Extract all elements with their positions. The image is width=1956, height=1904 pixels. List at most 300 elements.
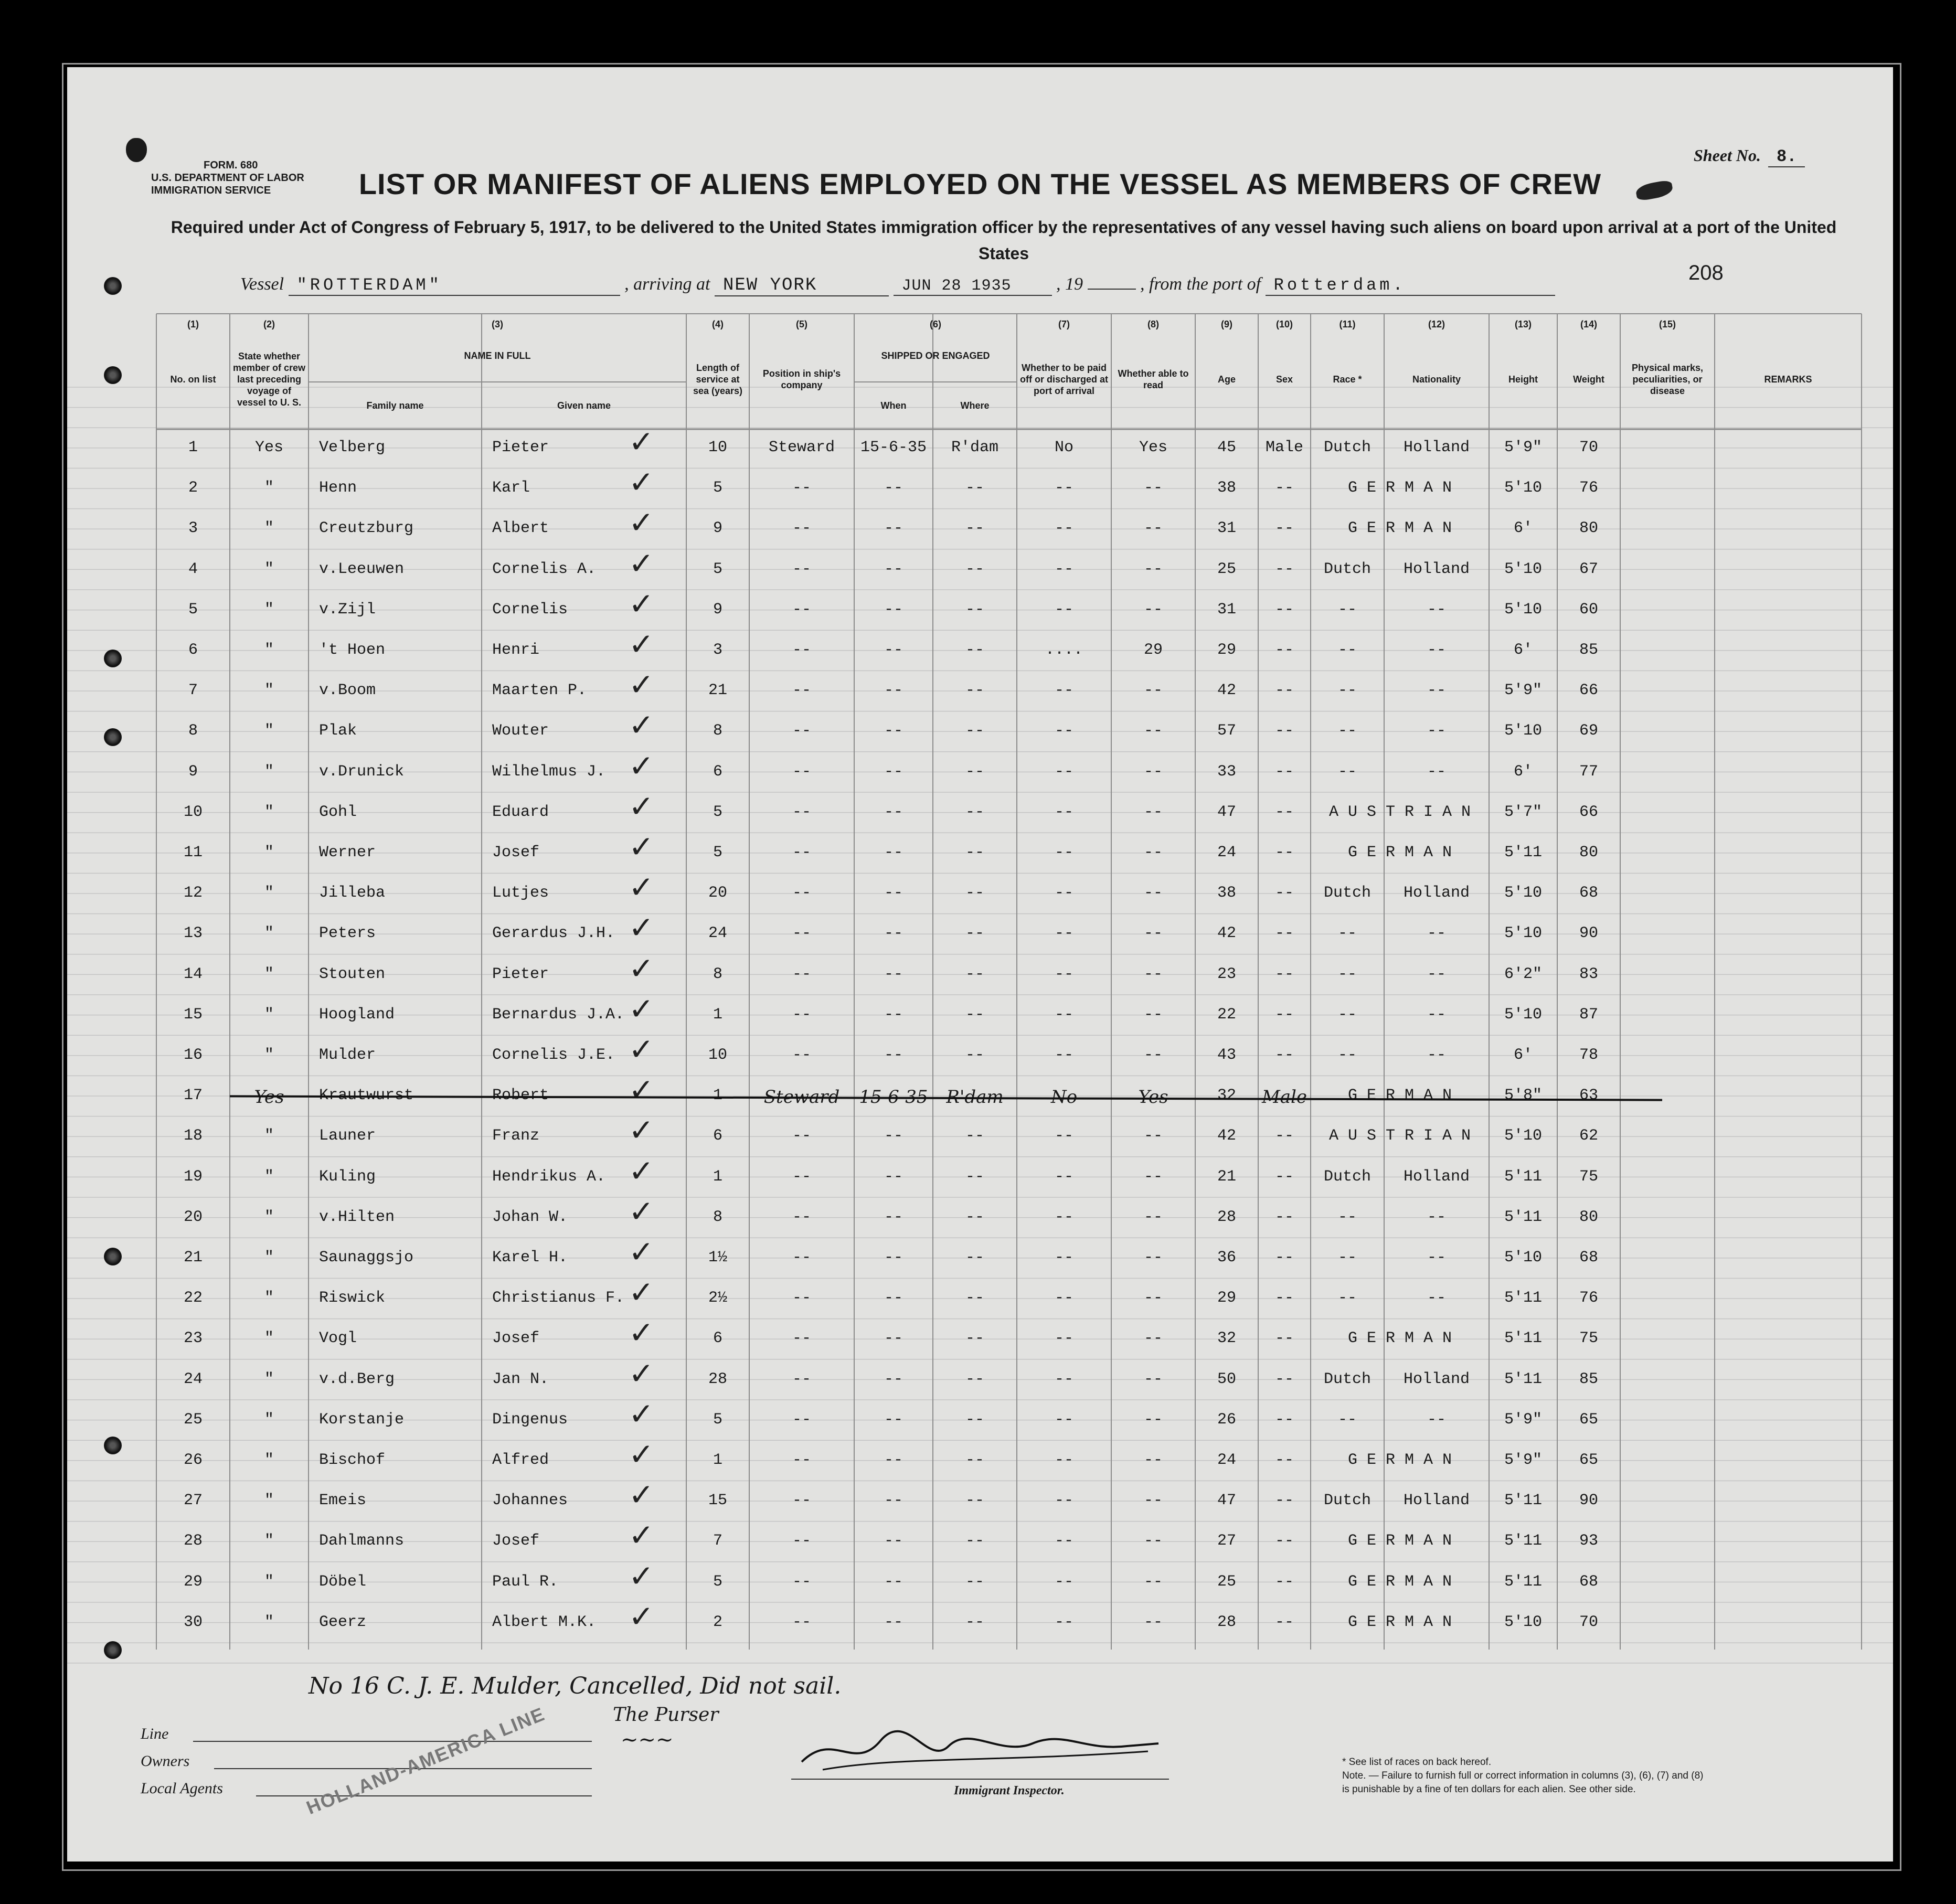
height: 5'10 (1504, 1127, 1542, 1145)
position: -- (792, 560, 811, 578)
shipped-when: -- (884, 965, 903, 983)
paid-off: -- (1054, 965, 1073, 983)
column-header: Physical marks, peculiarities, or disease (1631, 363, 1704, 396)
shipped-when: -- (884, 479, 903, 497)
given-name: Albert (492, 519, 549, 538)
sex: -- (1274, 600, 1294, 619)
given-name: Jan N. (492, 1370, 549, 1388)
weight: 76 (1579, 479, 1598, 497)
paid-off: No (1054, 439, 1073, 456)
weight: 85 (1579, 641, 1598, 659)
position: -- (792, 1451, 811, 1469)
inspector-underline (791, 1779, 1169, 1780)
nationality: -- (1427, 1005, 1446, 1024)
checkmark-icon: ✓ (629, 869, 654, 906)
column-header: No. on list (170, 374, 216, 385)
race: -- (1337, 1005, 1357, 1024)
year-label: , 19 (1056, 274, 1083, 294)
position: -- (792, 641, 811, 659)
weight: 75 (1579, 1167, 1598, 1186)
previous-voyage: " (264, 1249, 274, 1267)
able-to-read: -- (1143, 1208, 1163, 1226)
age: 28 (1217, 1208, 1236, 1226)
given-name: Robert (492, 1087, 549, 1105)
paid-off: -- (1054, 924, 1073, 943)
service-years: 1½ (708, 1249, 727, 1267)
checkmark-icon: ✓ (629, 1437, 654, 1472)
checkmark-icon: ✓ (629, 667, 654, 703)
able-to-read: -- (1143, 479, 1163, 497)
checkmark-icon: ✓ (629, 1477, 654, 1513)
race: G E R M A N (1347, 1613, 1452, 1631)
service-years: 9 (713, 519, 722, 538)
age: 26 (1217, 1410, 1236, 1429)
shipped-when: -- (884, 844, 903, 861)
arriving-label: , arriving at (624, 274, 710, 294)
previous-voyage: " (264, 1370, 274, 1388)
previous-voyage: " (264, 844, 274, 861)
weight: 85 (1579, 1370, 1598, 1388)
given-name: Johannes (492, 1492, 568, 1510)
checkmark-icon: ✓ (629, 1112, 654, 1148)
column-number: (7) (1058, 319, 1070, 329)
company-stamp: HOLLAND-AMERICA LINE (303, 1703, 548, 1819)
nationality: Holland (1403, 439, 1470, 456)
weight: 65 (1579, 1451, 1598, 1469)
shipped-where: -- (965, 600, 984, 619)
family-name: v.Drunick (319, 762, 405, 781)
position: -- (792, 1370, 811, 1388)
service-years: 1 (713, 1005, 722, 1024)
age: 47 (1217, 803, 1236, 821)
height: 5'10 (1504, 1005, 1542, 1024)
checkmark-icon: ✓ (629, 626, 654, 662)
row-number: 22 (183, 1289, 203, 1307)
shipped-when: -- (884, 1289, 903, 1307)
race: Dutch (1323, 560, 1371, 578)
service-years: 6 (713, 1127, 722, 1145)
paid-off: -- (1054, 803, 1073, 821)
able-to-read: -- (1143, 682, 1163, 700)
family-name: Stouten (319, 965, 386, 983)
row-number: 20 (183, 1208, 203, 1226)
service-years: 5 (713, 803, 722, 821)
given-name: Johan W. (492, 1208, 568, 1226)
able-to-read: -- (1143, 1329, 1163, 1348)
sex: -- (1274, 965, 1294, 983)
family-name: Peters (319, 924, 376, 943)
family-name: Werner (319, 844, 376, 861)
age: 24 (1217, 1451, 1236, 1469)
previous-voyage: Yes (254, 1087, 284, 1108)
family-name: Saunaggsjo (319, 1249, 414, 1267)
position: -- (792, 844, 811, 861)
age: 42 (1217, 924, 1236, 943)
service-years: 2½ (708, 1289, 727, 1307)
shipped-where: -- (965, 1329, 984, 1348)
form-service: IMMIGRATION SERVICE (151, 185, 271, 196)
weight: 83 (1579, 965, 1598, 983)
weight: 62 (1579, 1127, 1598, 1145)
shipped-where: -- (965, 1208, 984, 1226)
shipped-when: -- (884, 600, 903, 619)
service-years: 10 (708, 1046, 727, 1064)
given-name: Wilhelmus J. (492, 762, 606, 781)
height: 5'9" (1504, 682, 1542, 700)
column-header: Whether to be paid off or discharged at port of arrival (1019, 363, 1109, 396)
shipped-when: -- (884, 1410, 903, 1429)
paid-off: .... (1045, 641, 1083, 659)
shipped-when: -- (884, 1046, 903, 1064)
column-header: Length of service at sea (years) (693, 363, 743, 396)
family-name: Kuling (319, 1167, 376, 1186)
weight: 67 (1579, 560, 1598, 578)
race: -- (1337, 965, 1357, 983)
column-header: Weight (1573, 374, 1604, 385)
checkmark-icon: ✓ (629, 1396, 654, 1432)
age: 29 (1217, 1289, 1236, 1307)
nationality: -- (1427, 682, 1446, 700)
inspector-label: Immigrant Inspector. (954, 1784, 1065, 1797)
previous-voyage: " (264, 1410, 274, 1429)
nationality: Holland (1403, 1492, 1470, 1510)
departure-port: Rotterdam. (1266, 275, 1555, 296)
column-number: (15) (1659, 319, 1676, 329)
checkmark-icon: ✓ (629, 1274, 654, 1311)
row-number: 7 (188, 682, 198, 700)
service-years: 5 (713, 560, 722, 578)
weight: 68 (1579, 884, 1598, 902)
column-header: Position in ship's company (762, 368, 841, 390)
height: 5'11 (1504, 1329, 1542, 1348)
paid-off: -- (1054, 1532, 1073, 1550)
nationality: Holland (1403, 1370, 1470, 1388)
able-to-read: -- (1143, 1572, 1163, 1591)
height: 5'9" (1504, 439, 1542, 456)
nationality: -- (1427, 762, 1446, 781)
shipped-when: 15-6-35 (859, 1087, 928, 1108)
able-to-read: -- (1143, 1451, 1163, 1469)
height: 5'10 (1504, 722, 1542, 740)
paid-off: -- (1054, 762, 1073, 781)
age: 27 (1217, 1532, 1236, 1550)
nationality: Holland (1403, 1167, 1470, 1186)
vessel-name: "ROTTERDAM" (289, 275, 620, 296)
shipped-when: -- (884, 884, 903, 902)
column-header: State whether member of crew last preceding voyage of vessel to U. S. (232, 351, 306, 408)
service-years: 21 (708, 682, 727, 700)
previous-voyage: " (264, 884, 274, 902)
position: -- (792, 884, 811, 902)
previous-voyage: " (264, 682, 274, 700)
checkmark-icon: ✓ (629, 788, 654, 824)
family-name: Riswick (319, 1289, 386, 1307)
previous-voyage: " (264, 519, 274, 538)
owners-label: Owners (141, 1752, 190, 1770)
family-name: Jilleba (319, 884, 386, 902)
paid-off: No (1050, 1087, 1078, 1108)
height: 5'8" (1504, 1087, 1542, 1105)
shipped-when: -- (884, 1005, 903, 1024)
sex: -- (1274, 1208, 1294, 1226)
checkmark-icon: ✓ (629, 424, 654, 460)
row-number: 16 (183, 1046, 203, 1064)
column-header: Nationality (1412, 374, 1461, 385)
sex: -- (1274, 560, 1294, 578)
column-subheader: Family name (366, 400, 424, 411)
paid-off: -- (1054, 682, 1073, 700)
given-name: Josef (492, 1329, 540, 1348)
column-subheader: Where (960, 400, 990, 411)
paid-off: -- (1054, 722, 1073, 740)
family-name: Dahlmanns (319, 1532, 405, 1550)
service-years: 5 (713, 844, 722, 861)
service-years: 7 (713, 1532, 722, 1550)
given-name: Josef (492, 1532, 540, 1550)
height: 5'10 (1504, 1613, 1542, 1631)
nationality: -- (1427, 1046, 1446, 1064)
race: A U S T R I A N (1328, 803, 1471, 821)
able-to-read: -- (1143, 1410, 1163, 1429)
row-number: 27 (183, 1492, 203, 1510)
nationality: -- (1427, 600, 1446, 619)
height: 5'9" (1504, 1410, 1542, 1429)
weight: 80 (1579, 519, 1598, 538)
sex: -- (1274, 803, 1294, 821)
weight: 63 (1579, 1087, 1598, 1105)
inspector-signature (791, 1720, 1169, 1778)
previous-voyage: " (264, 560, 274, 578)
column-header: Age (1217, 374, 1236, 385)
position: -- (792, 965, 811, 983)
form-department: U.S. DEPARTMENT OF LABOR (151, 172, 304, 184)
shipped-where: -- (965, 803, 984, 821)
given-name: Josef (492, 844, 540, 861)
given-name: Henri (492, 641, 540, 659)
nationality: -- (1427, 1289, 1446, 1307)
row-number: 18 (183, 1127, 203, 1145)
able-to-read: 29 (1143, 641, 1163, 659)
given-name: Maarten P. (492, 682, 587, 700)
position: -- (792, 924, 811, 943)
shipped-when: -- (884, 1249, 903, 1267)
checkmark-icon: ✓ (629, 1031, 654, 1067)
column-header: Race * (1333, 374, 1362, 385)
weight: 76 (1579, 1289, 1598, 1307)
weight: 87 (1579, 1005, 1598, 1024)
sex: -- (1274, 682, 1294, 700)
column-subheader: Given name (557, 400, 611, 411)
weight: 66 (1579, 682, 1598, 700)
shipped-when: -- (884, 762, 903, 781)
given-name: Christianus F. (492, 1289, 625, 1307)
shipped-where: R'dam (946, 1087, 1004, 1108)
age: 43 (1217, 1046, 1236, 1064)
sex: -- (1274, 722, 1294, 740)
weight: 90 (1579, 924, 1598, 943)
paid-off: -- (1054, 844, 1073, 861)
service-years: 1 (713, 1167, 722, 1186)
weight: 70 (1579, 1613, 1598, 1631)
height: 5'10 (1504, 884, 1542, 902)
previous-voyage: " (264, 1046, 274, 1064)
family-name: Launer (319, 1127, 376, 1145)
position: -- (792, 1613, 811, 1631)
family-name: Bischof (319, 1451, 386, 1469)
page-subtitle: Required under Act of Congress of February 5, 1917, to be delivered to the United States immigration officer by the representatives of any vessel having such aliens on board upon arrival at a port of the United States (171, 218, 1837, 263)
family-name: v.d.Berg (319, 1370, 395, 1388)
family-name: 't Hoen (319, 641, 386, 659)
service-years: 9 (713, 600, 722, 619)
sex: -- (1274, 1046, 1294, 1064)
height: 6' (1513, 519, 1533, 538)
checkmark-icon: ✓ (629, 1153, 654, 1189)
height: 5'9" (1504, 1451, 1542, 1469)
column-number: (11) (1339, 319, 1356, 329)
shipped-when: -- (884, 803, 903, 821)
paid-off: -- (1054, 1005, 1073, 1024)
race: G E R M A N (1347, 844, 1452, 861)
age: 36 (1217, 1249, 1236, 1267)
column-number: (10) (1275, 319, 1293, 329)
race: -- (1337, 762, 1357, 781)
previous-voyage: " (264, 1208, 274, 1226)
checkmark-icon: ✓ (629, 910, 654, 946)
shipped-where: -- (965, 1492, 984, 1510)
checkmark-icon: ✓ (629, 464, 654, 501)
nationality: Holland (1403, 884, 1470, 902)
paid-off: -- (1054, 519, 1073, 538)
form-number: FORM. 680 (204, 159, 258, 171)
service-years: 24 (708, 924, 727, 943)
race: G E R M A N (1347, 479, 1452, 497)
given-name: Karl (492, 479, 530, 497)
shipped-where: -- (965, 1127, 984, 1145)
checkmark-icon: ✓ (629, 829, 654, 865)
race: -- (1337, 682, 1357, 700)
weight: 65 (1579, 1410, 1598, 1429)
shipped-where: -- (965, 641, 984, 659)
previous-voyage: " (264, 1451, 274, 1469)
column-number: (1) (187, 319, 199, 329)
service-years: 2 (713, 1613, 722, 1631)
height: 5'10 (1504, 479, 1542, 497)
sex: Male (1261, 1087, 1307, 1108)
race: G E R M A N (1347, 1451, 1452, 1469)
shipped-where: -- (965, 762, 984, 781)
given-name: Pieter (492, 965, 549, 983)
service-years: 6 (713, 762, 722, 781)
height: 5'11 (1504, 1208, 1542, 1226)
service-years: 8 (713, 722, 722, 740)
previous-voyage: " (264, 1532, 274, 1550)
sex: -- (1274, 924, 1294, 943)
previous-voyage: " (264, 479, 274, 497)
position: -- (792, 762, 811, 781)
height: 5'11 (1504, 1492, 1542, 1510)
from-port-label: , from the port of (1140, 274, 1261, 294)
race: Dutch (1323, 1370, 1371, 1388)
nationality: Holland (1403, 560, 1470, 578)
previous-voyage: " (264, 1492, 274, 1510)
checkmark-icon: ✓ (629, 1517, 654, 1554)
position: -- (792, 1046, 811, 1064)
position: Steward (763, 1087, 840, 1108)
race: G E R M A N (1347, 519, 1452, 538)
previous-voyage: " (264, 1289, 274, 1307)
checkmark-icon: ✓ (629, 1315, 654, 1351)
shipped-where: -- (965, 1005, 984, 1024)
column-header: SHIPPED OR ENGAGED (881, 350, 990, 361)
position: -- (792, 1572, 811, 1591)
position: -- (792, 519, 811, 538)
nationality: -- (1427, 641, 1446, 659)
checkmark-icon: ✓ (629, 991, 654, 1027)
weight: 68 (1579, 1572, 1598, 1591)
able-to-read: -- (1143, 1289, 1163, 1307)
able-to-read: -- (1143, 1249, 1163, 1267)
family-name: v.Boom (319, 682, 376, 700)
service-years: 5 (713, 479, 722, 497)
purser-signature-scrawl: ~~~ (621, 1728, 674, 1752)
given-name: Pieter (492, 439, 549, 456)
able-to-read: -- (1143, 803, 1163, 821)
paid-off: -- (1054, 1451, 1073, 1469)
race: -- (1337, 641, 1357, 659)
position: -- (792, 1167, 811, 1186)
line-underline (193, 1741, 592, 1742)
shipped-where: -- (965, 1046, 984, 1064)
given-name: Gerardus J.H. (492, 924, 615, 943)
sex: -- (1274, 519, 1294, 538)
sex: -- (1274, 479, 1294, 497)
race: -- (1337, 924, 1357, 943)
race: -- (1337, 1289, 1357, 1307)
shipped-where: -- (965, 1289, 984, 1307)
checkmark-icon: ✓ (629, 586, 654, 622)
previous-voyage: " (264, 965, 274, 983)
weight: 90 (1579, 1492, 1598, 1510)
able-to-read: Yes (1138, 1087, 1168, 1108)
service-years: 1 (713, 1451, 722, 1469)
given-name: Karel H. (492, 1249, 568, 1267)
paid-off: -- (1054, 1329, 1073, 1348)
able-to-read: -- (1143, 600, 1163, 619)
family-name: Hoogland (319, 1005, 395, 1024)
service-years: 8 (713, 965, 722, 983)
row-number: 15 (183, 1005, 203, 1024)
age: 38 (1217, 479, 1236, 497)
previous-voyage: " (264, 1005, 274, 1024)
previous-voyage: " (264, 1613, 274, 1631)
row-number: 9 (188, 762, 198, 781)
height: 5'11 (1504, 1167, 1542, 1186)
given-name: Cornelis J.E. (492, 1046, 615, 1064)
height: 6' (1513, 1046, 1533, 1064)
race: -- (1337, 600, 1357, 619)
row-number: 14 (183, 965, 203, 983)
paid-off: -- (1054, 1208, 1073, 1226)
position: -- (792, 1289, 811, 1307)
family-name: Plak (319, 722, 357, 740)
paid-off: -- (1054, 560, 1073, 578)
nationality: -- (1427, 965, 1446, 983)
shipped-when: -- (884, 682, 903, 700)
position: -- (792, 1127, 811, 1145)
position: -- (792, 1532, 811, 1550)
service-years: 10 (708, 439, 727, 456)
sex: -- (1274, 1249, 1294, 1267)
